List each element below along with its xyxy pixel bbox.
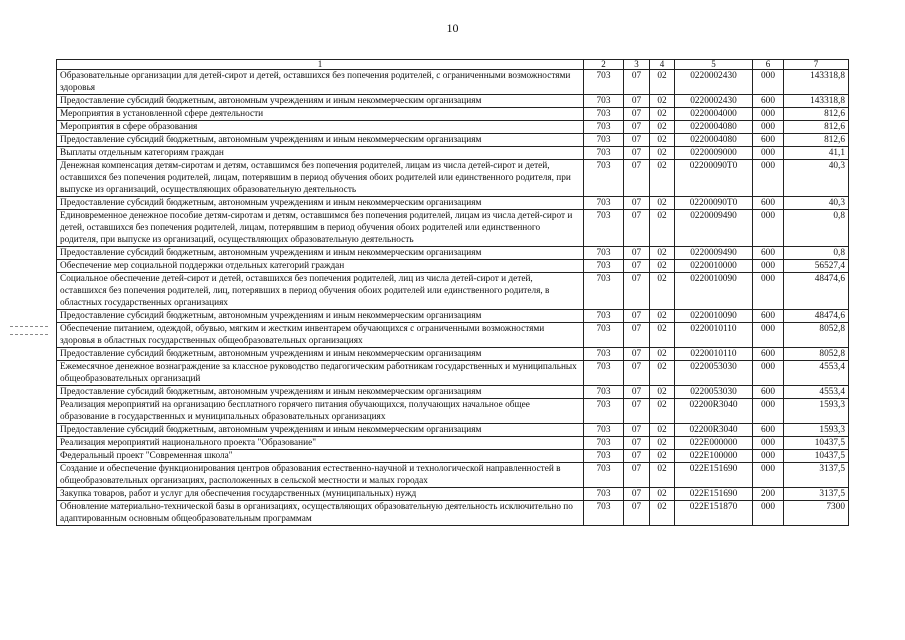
target-article-code: 0220053030 — [675, 386, 753, 399]
table-row — [57, 134, 849, 147]
margin-scan-marks — [10, 326, 48, 348]
grbs-code: 703 — [584, 95, 624, 108]
subsection-code: 02 — [650, 210, 675, 247]
grbs-code: 703 — [584, 134, 624, 147]
target-article-code: 022E100000 — [675, 450, 753, 463]
scan-mark — [10, 334, 48, 336]
row-name: Предоставление субсидий бюджетным, автономным учреждениям и иным некоммерческим организациям — [57, 247, 584, 260]
table-row — [57, 501, 849, 526]
grbs-code: 703 — [584, 310, 624, 323]
expense-type-code: 600 — [753, 247, 784, 260]
section-code: 07 — [624, 70, 650, 95]
table-row — [57, 160, 849, 197]
grbs-code: 703 — [584, 488, 624, 501]
target-article-code: 02200R3040 — [675, 399, 753, 424]
amount: 48474,6 — [784, 310, 849, 323]
row-name: Обновление материально-технической базы в организациях, осуществляющих образовательную деятельность исключительно по адаптированным основным общеобразовательным программам — [57, 501, 584, 526]
row-name: Социальное обеспечение детей-сирот и детей, оставшихся без попечения родителей, лиц из числа детей-сирот и детей, оставшихся без попечения родителей, лиц, потерявших в период обучения обоих родителей или единственного родителя, в областных государственных организациях — [57, 273, 584, 310]
expense-type-code: 000 — [753, 70, 784, 95]
section-code: 07 — [624, 160, 650, 197]
subsection-code: 02 — [650, 323, 675, 348]
row-name: Предоставление субсидий бюджетным, автономным учреждениям и иным некоммерческим организациям — [57, 424, 584, 437]
section-code: 07 — [624, 501, 650, 526]
expense-type-code: 000 — [753, 323, 784, 348]
subsection-code: 02 — [650, 95, 675, 108]
column-header: 7 — [784, 60, 849, 70]
grbs-code: 703 — [584, 399, 624, 424]
table-row — [57, 260, 849, 273]
target-article-code: 0220010090 — [675, 310, 753, 323]
target-article-code: 022E151690 — [675, 463, 753, 488]
amount: 143318,8 — [784, 95, 849, 108]
subsection-code: 02 — [650, 247, 675, 260]
target-article-code: 0220010110 — [675, 348, 753, 361]
section-code: 07 — [624, 310, 650, 323]
subsection-code: 02 — [650, 437, 675, 450]
table-row — [57, 386, 849, 399]
target-article-code: 0220010000 — [675, 260, 753, 273]
row-name: Предоставление субсидий бюджетным, автономным учреждениям и иным некоммерческим организациям — [57, 134, 584, 147]
column-number-row — [57, 60, 849, 70]
subsection-code: 02 — [650, 70, 675, 95]
row-name: Обеспечение мер социальной поддержки отдельных категорий граждан — [57, 260, 584, 273]
grbs-code: 703 — [584, 450, 624, 463]
section-code: 07 — [624, 147, 650, 160]
table-row — [57, 247, 849, 260]
subsection-code: 02 — [650, 463, 675, 488]
section-code: 07 — [624, 450, 650, 463]
target-article-code: 022E151690 — [675, 488, 753, 501]
budget-table — [56, 59, 849, 526]
row-name: Реализация мероприятий национального проекта "Образование" — [57, 437, 584, 450]
subsection-code: 02 — [650, 121, 675, 134]
section-code: 07 — [624, 210, 650, 247]
row-name: Денежная компенсация детям-сиротам и детям, оставшимся без попечения родителей, лицам из числа детей-сирот и детей, оставшихся без попечения родителей, лицам, потерявшим в период обучения обоих родителей или единственного родителя, при выпуске из организаций, осуществляющих образовательную деятельность — [57, 160, 584, 197]
page-number: 10 — [446, 21, 459, 35]
scan-mark — [10, 326, 48, 328]
subsection-code: 02 — [650, 488, 675, 501]
subsection-code: 02 — [650, 424, 675, 437]
expense-type-code: 600 — [753, 134, 784, 147]
target-article-code: 0220010090 — [675, 273, 753, 310]
row-name: Предоставление субсидий бюджетным, автономным учреждениям и иным некоммерческим организациям — [57, 386, 584, 399]
expense-type-code: 000 — [753, 399, 784, 424]
grbs-code: 703 — [584, 247, 624, 260]
table-row — [57, 361, 849, 386]
table-row — [57, 70, 849, 95]
subsection-code: 02 — [650, 160, 675, 197]
subsection-code: 02 — [650, 260, 675, 273]
column-header: 5 — [675, 60, 753, 70]
target-article-code: 0220009490 — [675, 210, 753, 247]
target-article-code: 02200090Т0 — [675, 160, 753, 197]
amount: 4553,4 — [784, 361, 849, 386]
grbs-code: 703 — [584, 437, 624, 450]
grbs-code: 703 — [584, 501, 624, 526]
table-row — [57, 450, 849, 463]
row-name: Предоставление субсидий бюджетным, автономным учреждениям и иным некоммерческим организациям — [57, 348, 584, 361]
amount: 4553,4 — [784, 386, 849, 399]
target-article-code: 0220002430 — [675, 70, 753, 95]
table-row — [57, 273, 849, 310]
section-code: 07 — [624, 386, 650, 399]
row-name: Закупка товаров, работ и услуг для обеспечения государственных (муниципальных) нужд — [57, 488, 584, 501]
row-name: Выплаты отдельным категориям граждан — [57, 147, 584, 160]
section-code: 07 — [624, 197, 650, 210]
section-code: 07 — [624, 134, 650, 147]
section-code: 07 — [624, 437, 650, 450]
column-header: 6 — [753, 60, 784, 70]
row-name: Предоставление субсидий бюджетным, автономным учреждениям и иным некоммерческим организациям — [57, 95, 584, 108]
table-row — [57, 210, 849, 247]
target-article-code: 0220009000 — [675, 147, 753, 160]
expense-type-code: 000 — [753, 437, 784, 450]
expense-type-code: 600 — [753, 386, 784, 399]
amount: 3137,5 — [784, 463, 849, 488]
target-article-code: 0220002430 — [675, 95, 753, 108]
section-code: 07 — [624, 260, 650, 273]
amount: 40,3 — [784, 197, 849, 210]
grbs-code: 703 — [584, 260, 624, 273]
grbs-code: 703 — [584, 210, 624, 247]
grbs-code: 703 — [584, 386, 624, 399]
target-article-code: 0220004080 — [675, 121, 753, 134]
expense-type-code: 600 — [753, 348, 784, 361]
target-article-code: 0220010110 — [675, 323, 753, 348]
expense-type-code: 000 — [753, 121, 784, 134]
section-code: 07 — [624, 361, 650, 386]
amount: 10437,5 — [784, 450, 849, 463]
row-name: Создание и обеспечение функционирования центров образования естественно-научной и технологической направленностей в общеобразовательных организациях, расположенных в сельской местности и малых городах — [57, 463, 584, 488]
row-name: Образовательные организации для детей-сирот и детей, оставшихся без попечения родителей, с ограниченными возможностями здоровья — [57, 70, 584, 95]
row-name: Мероприятия в установленной сфере деятельности — [57, 108, 584, 121]
table-row — [57, 197, 849, 210]
table-row — [57, 488, 849, 501]
section-code: 07 — [624, 247, 650, 260]
grbs-code: 703 — [584, 121, 624, 134]
table-row — [57, 463, 849, 488]
subsection-code: 02 — [650, 310, 675, 323]
grbs-code: 703 — [584, 348, 624, 361]
table-row — [57, 348, 849, 361]
expense-type-code: 600 — [753, 197, 784, 210]
subsection-code: 02 — [650, 450, 675, 463]
subsection-code: 02 — [650, 134, 675, 147]
column-header: 3 — [624, 60, 650, 70]
amount: 812,6 — [784, 121, 849, 134]
expense-type-code: 000 — [753, 361, 784, 386]
row-name: Федеральный проект "Современная школа" — [57, 450, 584, 463]
column-header: 4 — [650, 60, 675, 70]
row-name: Предоставление субсидий бюджетным, автономным учреждениям и иным некоммерческим организациям — [57, 310, 584, 323]
subsection-code: 02 — [650, 348, 675, 361]
amount: 1593,3 — [784, 399, 849, 424]
amount: 0,8 — [784, 210, 849, 247]
grbs-code: 703 — [584, 70, 624, 95]
amount: 812,6 — [784, 134, 849, 147]
expense-type-code: 000 — [753, 501, 784, 526]
grbs-code: 703 — [584, 197, 624, 210]
table-row — [57, 424, 849, 437]
amount: 0,8 — [784, 247, 849, 260]
grbs-code: 703 — [584, 147, 624, 160]
row-name: Единовременное денежное пособие детям-сиротам и детям, оставшимся без попечения родителей, лицам из числа детей-сирот и детей, оставшихся без попечения родителей, лицам, потерявшим в период обучения обоих родителей или единственного родителя, при выпуске из организаций, осуществляющих образовательную деятельность — [57, 210, 584, 247]
target-article-code: 02200R3040 — [675, 424, 753, 437]
grbs-code: 703 — [584, 323, 624, 348]
grbs-code: 703 — [584, 463, 624, 488]
row-name: Ежемесячное денежное вознаграждение за классное руководство педагогическим работникам государственных и муниципальных общеобразовательных организаций — [57, 361, 584, 386]
table-row — [57, 399, 849, 424]
row-name: Мероприятия в сфере образования — [57, 121, 584, 134]
table-row — [57, 95, 849, 108]
section-code: 07 — [624, 323, 650, 348]
section-code: 07 — [624, 463, 650, 488]
subsection-code: 02 — [650, 108, 675, 121]
subsection-code: 02 — [650, 273, 675, 310]
section-code: 07 — [624, 399, 650, 424]
section-code: 07 — [624, 488, 650, 501]
target-article-code: 0220004080 — [675, 134, 753, 147]
amount: 10437,5 — [784, 437, 849, 450]
table-row — [57, 147, 849, 160]
amount: 1593,3 — [784, 424, 849, 437]
row-name: Реализация мероприятий на организацию бесплатного горячего питания обучающихся, получающих начальное общее образование в государственных и муниципальных образовательных организациях — [57, 399, 584, 424]
subsection-code: 02 — [650, 197, 675, 210]
amount: 40,3 — [784, 160, 849, 197]
table-row — [57, 310, 849, 323]
target-article-code: 022E000000 — [675, 437, 753, 450]
grbs-code: 703 — [584, 424, 624, 437]
subsection-code: 02 — [650, 361, 675, 386]
expense-type-code: 000 — [753, 450, 784, 463]
amount: 41,1 — [784, 147, 849, 160]
section-code: 07 — [624, 121, 650, 134]
expense-type-code: 000 — [753, 260, 784, 273]
amount: 812,6 — [784, 108, 849, 121]
subsection-code: 02 — [650, 501, 675, 526]
expense-type-code: 600 — [753, 424, 784, 437]
row-name: Предоставление субсидий бюджетным, автономным учреждениям и иным некоммерческим организациям — [57, 197, 584, 210]
expense-type-code: 000 — [753, 463, 784, 488]
section-code: 07 — [624, 108, 650, 121]
grbs-code: 703 — [584, 108, 624, 121]
column-header: 1 — [57, 60, 584, 70]
amount: 56527,4 — [784, 260, 849, 273]
expense-type-code: 000 — [753, 210, 784, 247]
target-article-code: 0220053030 — [675, 361, 753, 386]
expense-type-code: 000 — [753, 147, 784, 160]
table-row — [57, 108, 849, 121]
amount: 8052,8 — [784, 323, 849, 348]
expense-type-code: 600 — [753, 310, 784, 323]
table-row — [57, 121, 849, 134]
subsection-code: 02 — [650, 399, 675, 424]
subsection-code: 02 — [650, 147, 675, 160]
section-code: 07 — [624, 348, 650, 361]
expense-type-code: 000 — [753, 160, 784, 197]
expense-type-code: 000 — [753, 273, 784, 310]
amount: 48474,6 — [784, 273, 849, 310]
target-article-code: 022E151870 — [675, 501, 753, 526]
row-name: Обеспечение питанием, одеждой, обувью, мягким и жестким инвентарем обучающихся с ограниченными возможностями здоровья в областных государственных общеобразовательных организациях — [57, 323, 584, 348]
subsection-code: 02 — [650, 386, 675, 399]
grbs-code: 703 — [584, 273, 624, 310]
grbs-code: 703 — [584, 361, 624, 386]
table-row — [57, 323, 849, 348]
amount: 8052,8 — [784, 348, 849, 361]
section-code: 07 — [624, 95, 650, 108]
expense-type-code: 600 — [753, 95, 784, 108]
target-article-code: 0220004000 — [675, 108, 753, 121]
section-code: 07 — [624, 273, 650, 310]
section-code: 07 — [624, 424, 650, 437]
expense-type-code: 200 — [753, 488, 784, 501]
grbs-code: 703 — [584, 160, 624, 197]
table-body — [57, 70, 849, 526]
amount: 143318,8 — [784, 70, 849, 95]
target-article-code: 02200090Т0 — [675, 197, 753, 210]
target-article-code: 0220009490 — [675, 247, 753, 260]
amount: 7300 — [784, 501, 849, 526]
expense-type-code: 000 — [753, 108, 784, 121]
table-row — [57, 437, 849, 450]
amount: 3137,5 — [784, 488, 849, 501]
column-header: 2 — [584, 60, 624, 70]
